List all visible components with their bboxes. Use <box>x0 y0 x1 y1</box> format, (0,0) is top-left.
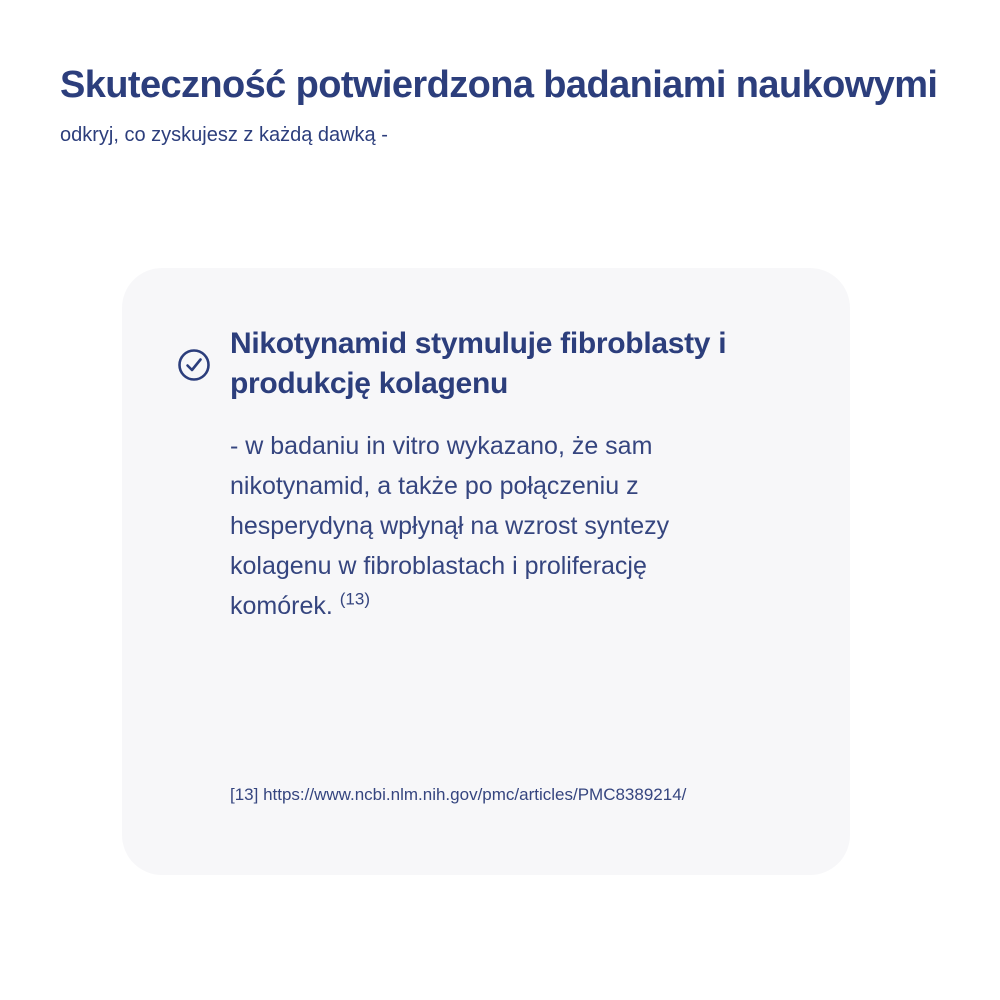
card-body-main: - w badaniu in vitro wykazano, że sam nikotynamid, a także po połączeniu z hesperydyną wpłynął na wzrost syntezy kolagenu w fibroblastach i proliferację komórek. <box>230 432 670 620</box>
card-body-text <box>230 426 738 626</box>
citation-superscript: (13) <box>339 589 370 609</box>
check-circle-icon <box>177 348 211 382</box>
study-card <box>122 268 850 875</box>
page-subtitle: odkryj, co zyskujesz z każdą dawką - <box>60 124 388 146</box>
card-title: Nikotynamid stymuluje fibroblasty i produkcję kolagenu <box>230 327 727 400</box>
citation-link[interactable]: [13] https://www.ncbi.nlm.nih.gov/pmc/articles/PMC8389214/ <box>230 785 687 804</box>
page-title: Skuteczność potwierdzona badaniami naukowymi <box>60 64 938 106</box>
